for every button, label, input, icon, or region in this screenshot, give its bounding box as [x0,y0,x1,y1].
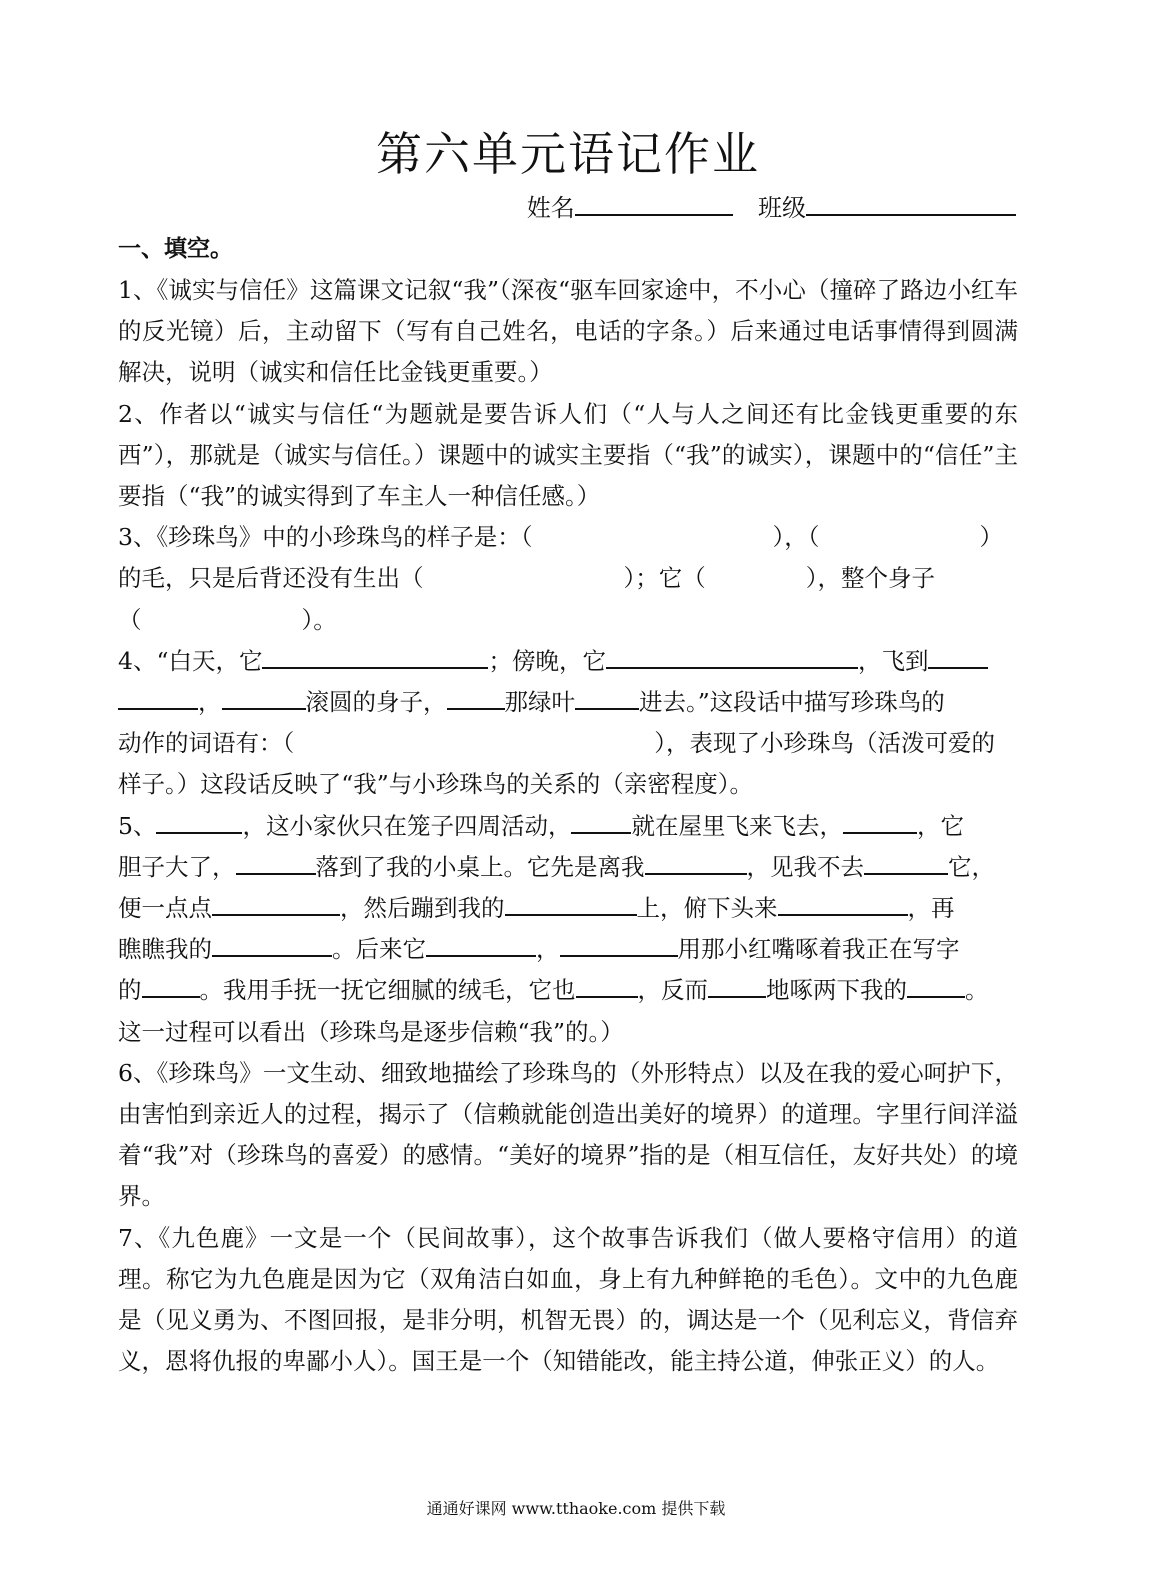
q4-text: 样子。）这段话反映了“我”与小珍珠鸟的关系的（亲密程度）。 [118,770,754,799]
question-3 [118,517,1018,641]
fill-blank[interactable] [505,890,637,916]
question-2: 2、作者以“诚实与信任“为题就是要告诉人们（“人与人之间还有比金钱更重要的东西”），那就是（诚实与信任。）课题中的诚实主要指（“我”的诚实），课题中的“信任”主要指（“我”的诚实得到了车主人一种信任感。） [118,399,1018,511]
fill-blank[interactable] [236,849,316,875]
q4-text: ，飞到 [857,646,929,675]
q4-text: 4、“白天，它 [118,646,263,675]
q5-text: ，然后蹦到我的 [340,894,505,923]
fill-blank[interactable] [222,684,306,710]
q5-text: 。 [965,976,989,1005]
q3-text: （ [118,605,142,634]
fill-blank[interactable] [708,972,766,998]
q3-text: 3、《珍珠鸟》中的小珍珠鸟的样子是：（ [118,523,533,552]
q3-text: ）。 [301,605,337,634]
q4-text: 滚圆的身子， [305,688,447,717]
q5-text: 便一点点 [118,894,212,923]
fill-blank[interactable] [426,931,536,957]
q5-text: 落到了我的小桌上。它先是离我 [315,852,645,881]
q5-text: 地啄两下我的 [766,976,907,1005]
q5-text: ，再 [907,894,955,923]
q5-text: 5、 [118,811,157,840]
fill-blank[interactable] [156,808,242,834]
q5-text: ，反而 [637,976,708,1005]
question-1: 1、《诚实与信任》这篇课文记叙“我”（深夜“驱车回家途中，不小心（撞碎了路边小红车的反光镜）后，主动留下（写有自己姓名，电话的字条。）后来通过电话事情得到圆满解决，说明（诚实和信任比金钱更重要。） [118,276,1018,387]
name-label: 姓名 [526,194,575,222]
q5-text: ， [536,935,560,964]
q5-text: 瞧瞧我的 [118,935,212,964]
q5-text: 这一过程可以看出（珍珠鸟是逐步信赖“我”的。） [118,1017,624,1046]
fill-blank[interactable] [560,931,678,957]
q4-text: ），表现了小珍珠鸟（活泼可爱的 [654,729,995,758]
fill-blank[interactable] [118,684,198,710]
fill-blank[interactable] [928,643,988,669]
fill-blank[interactable] [142,972,200,998]
q3-text: ），整个身子 [805,564,935,593]
class-blank[interactable] [806,188,1016,216]
fill-blank[interactable] [262,643,488,669]
q4-text: ；傍晚，它 [488,646,606,675]
fill-blank[interactable] [864,849,948,875]
section-heading: 一、填空。 [118,236,233,262]
q5-text: 用那小红嘴啄着我正在写字 [677,935,960,964]
fill-blank[interactable] [778,890,908,916]
fill-blank[interactable] [571,808,631,834]
q5-text: ，这小家伙只在笼子四周活动， [242,811,572,840]
fill-blank[interactable] [576,972,638,998]
page-title: 第六单元语记作业 [376,127,760,181]
question-4 [118,641,1018,806]
fill-blank[interactable] [843,808,917,834]
name-class-row [118,188,1016,228]
fill-blank[interactable] [212,890,340,916]
question-7: 7、《九色鹿》一文是一个（民间故事），这个故事告诉我们（做人要格守信用）的道理。称它为九色鹿是因为它（双角洁白如血，身上有九种鲜艳的毛色）。文中的九色鹿是（见义勇为、不图回报，是非分明，机智无畏）的，调达是一个（见利忘义，背信弃义，恩将仇报的卑鄙小人）。国王是一个（知错能改，能主持公道，伸张正义）的人。 [118,1223,1018,1376]
name-blank[interactable] [575,188,733,216]
q5-text: 。后来它 [332,935,426,964]
class-label: 班级 [758,194,806,222]
q5-text: 就在屋里飞来飞去， [631,811,843,840]
q5-text: 的 [118,976,142,1005]
q4-text: ， [198,688,222,717]
question-body [118,270,1018,1382]
question-6: 6、《珍珠鸟》一文生动、细致地描绘了珍珠鸟的（外形特点）以及在我的爱心呵护下，由害怕到亲近人的过程，揭示了（信赖就能创造出美好的境界）的道理。字里行间洋溢着“我”对（珍珠鸟的喜爱）的感情。“美好的境界”指的是（相互信任，友好共处）的境界。 [118,1058,1018,1211]
question-5 [118,806,1018,1053]
page-footer: 通通好课网 www.tthaoke.com 提供下载 [426,1499,726,1518]
q4-text: 进去。”这段话中描写珍珠鸟的 [639,688,945,717]
q5-text: ，见我不去 [746,852,864,881]
q5-text: 胆子大了， [118,852,236,881]
fill-blank[interactable] [575,684,639,710]
q5-text: 它， [948,852,995,881]
fill-blank[interactable] [645,849,747,875]
q5-text: 上，俯下头来 [636,894,778,923]
q5-text: ，它 [916,811,964,840]
fill-blank[interactable] [447,684,505,710]
q3-text: ），（ [772,523,820,552]
q3-text: ）；它（ [623,564,706,593]
fill-blank[interactable] [212,931,332,957]
q3-text: ） [979,523,1003,552]
q3-text: 的毛，只是后背还没有生出（ [118,564,424,593]
q4-text: 那绿叶 [504,688,575,717]
fill-blank[interactable] [606,643,858,669]
q4-text: 动作的词语有：（ [118,729,295,758]
q5-text: 。我用手抚一抚它细腻的绒毛，它也 [199,976,576,1005]
fill-blank[interactable] [907,972,965,998]
